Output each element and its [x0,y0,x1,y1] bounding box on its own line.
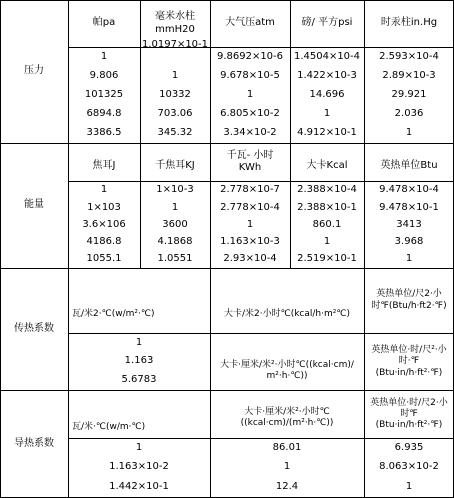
header-mmh2o: 毫米水柱mmH20 [155,11,195,35]
energy-cell: 3413 [396,218,422,230]
energy-cell: 2.519×10-1 [297,253,357,265]
header-atm: 大气压atm [225,17,275,29]
energy-cell: 2.388×10-1 [297,201,357,213]
energy-cell: 2.778×10-4 [220,201,280,213]
pressure-cell: 6.805×10-2 [220,108,280,120]
category-pressure: 压力 [24,65,44,77]
pressure-cell: 6894.8 [86,108,122,120]
heat-transfer-cell: 5.6783 [121,373,157,385]
energy-cell: 2.93×10-4 [223,253,277,265]
header-joule: 焦耳J [92,160,116,172]
pressure-cell: 1.0197×10-1 [141,39,209,51]
pressure-cell: 1 [171,70,179,82]
pressure-cell: 4.912×10-1 [297,127,357,139]
energy-cell: 1.163×10-3 [220,235,280,247]
thermal-conductivity-cell: 1 [405,480,413,492]
thermal-conductivity-cell: 8.063×10-2 [379,461,439,473]
energy-cell: 1 [405,253,413,265]
energy-cell: 1×10-3 [156,183,194,195]
pressure-cell: 2.593×10-4 [379,51,439,63]
pressure-cell: 3.34×10-2 [223,127,277,139]
header-btu-in: 英热单位·时/尺2·小时℉(Btu·in/h·ft²·℉) [370,397,448,431]
pressure-cell: 9.8692×10-6 [216,51,284,63]
pressure-cell: 703.06 [157,108,193,120]
energy-cell: 4186.8 [86,235,122,247]
header-btu: 英热单位Btu [380,160,438,172]
energy-cell: 3600 [162,218,188,230]
pressure-cell: 1 [246,89,254,101]
header-w-m2c: 瓦/米2·℃(w/m²·℃) [72,308,155,319]
heat-transfer-cell: 1 [135,336,143,348]
category-thermal-conductivity: 导热系数 [14,437,54,449]
energy-cell: 3.968 [394,235,424,247]
energy-cell: 1×103 [87,201,121,213]
thermal-conductivity-cell: 12.4 [275,480,299,492]
heat-transfer-cell: 英热单位·时/尺²·小时·℉(Btu·in/h·ft²·℉) [371,345,447,378]
header-btu-h-ft2f: 英热单位/尺2·小时℉(Btu/h·ft2·℉) [371,289,447,311]
pressure-cell: 10332 [159,89,191,101]
thermal-conductivity-cell: 1.163×10-2 [109,461,169,473]
heat-transfer-cell: 1.163 [124,354,154,366]
pressure-cell: 1 [100,51,108,63]
pressure-cell: 3386.5 [86,127,122,139]
pressure-cell: 2.89×10-3 [382,70,436,82]
energy-cell: 9.478×10-4 [379,183,439,195]
pressure-cell: 101325 [84,89,124,101]
thermal-conductivity-cell: 6.935 [394,442,424,454]
energy-cell: 3.6×106 [82,218,126,230]
header-kcal: 大卡Kcal [306,160,348,172]
thermal-conductivity-cell: 1 [283,461,291,473]
energy-cell: 9.478×10-1 [379,201,439,213]
header-pa: 帕pa [92,17,116,29]
header-kcal-cm: 大卡·厘米/米²·小时℃((kcal·cm)/(m²·h·℃)) [240,406,334,428]
pressure-cell: 9.678×10-5 [220,70,280,82]
pressure-cell: 14.696 [309,89,345,101]
header-inhg: 时汞柱in.Hg [380,17,438,29]
pressure-cell: 1 [405,127,413,139]
category-energy: 能量 [24,199,44,211]
energy-cell: 1 [171,201,179,213]
pressure-cell: 29.921 [391,89,427,101]
pressure-cell: 1.422×10-3 [297,70,357,82]
energy-cell: 1.0551 [157,253,193,265]
pressure-cell: 9.806 [89,70,119,82]
thermal-conductivity-cell: 86.01 [272,442,302,454]
energy-cell: 4.1868 [157,235,193,247]
header-psi: 磅/ 平方psi [301,17,353,29]
pressure-cell: 1 [323,108,331,120]
energy-cell: 1 [323,235,331,247]
pressure-cell: 345.32 [157,127,193,139]
header-kwh: 千瓦- 小时KWh [226,149,274,173]
pressure-cell: 1.4504×10-4 [293,51,361,63]
energy-cell: 2.778×10-7 [220,183,280,195]
energy-cell: 1055.1 [86,253,122,265]
category-heat-transfer: 传热系数 [14,322,54,334]
header-w-mc: 瓦/米·℃(w/m·℃) [72,422,146,433]
energy-cell: 2.388×10-4 [297,183,357,195]
thermal-conductivity-cell: 1 [135,442,143,454]
energy-cell: 1 [100,183,108,195]
thermal-conductivity-cell: 1.442×10-1 [109,480,169,492]
energy-cell: 1 [246,218,254,230]
energy-cell: 860.1 [312,218,342,230]
header-kcal-h-m2c: 大卡/米2·小时℃(kcal/h·m²℃) [223,308,350,319]
heat-transfer-cell: 大卡·厘米/米²·小时℃((kcal·cm)/ m²·h·℃)) [220,359,354,381]
header-kilojoule: 千焦耳KJ [155,160,195,172]
pressure-cell: 2.036 [394,108,424,120]
